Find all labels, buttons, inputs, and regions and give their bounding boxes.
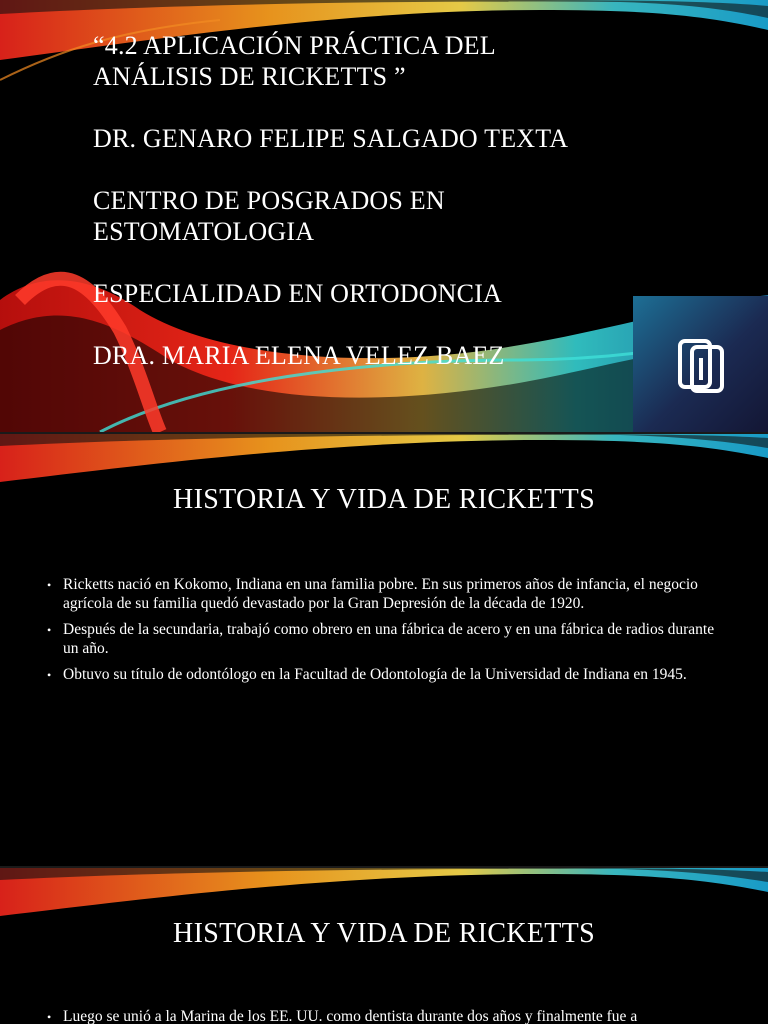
document-viewer-logo-icon	[677, 338, 725, 394]
slide-heading: HISTORIA Y VIDA DE RICKETTS	[173, 484, 595, 515]
list-item: • Ricketts nació en Kokomo, Indiana en una familia pobre. En sus primeros años de infancia, el negocio agrícola de su familia quedó devastado por la Gran Depresión de la década de 1920.	[47, 576, 698, 612]
specialty: ESPECIALIDAD EN ORTODONCIA	[93, 279, 503, 308]
advisor-name: DRA. MARIA ELENA VELEZ BAEZ	[93, 341, 505, 370]
presenter-name: DR. GENARO FELIPE SALGADO TEXTA	[93, 124, 569, 153]
institution-line-2: ESTOMATOLOGIA	[93, 217, 315, 246]
list-item: • Después de la secundaria, trabajó como obrero en una fábrica de acero y en una fábrica de radios durante un año.	[47, 621, 715, 657]
content-slide	[0, 434, 768, 866]
institution-line-1: CENTRO DE POSGRADOS EN	[93, 186, 445, 215]
title-line-2: ANÁLISIS DE RICKETTS ”	[93, 62, 406, 91]
bullet-glyph: •	[47, 668, 52, 682]
slide-heading: HISTORIA Y VIDA DE RICKETTS	[173, 918, 595, 949]
title-slide	[0, 0, 768, 432]
bullet-glyph: •	[47, 623, 52, 637]
list-item: • Obtuvo su título de odontólogo en la Facultad de Odontología de la Universidad de Indiana en 1945.	[47, 666, 687, 683]
title-line-1: “4.2 APLICACIÓN PRÁCTICA DEL	[93, 31, 496, 60]
title-text-block	[93, 30, 633, 371]
document-viewer-logo[interactable]	[633, 296, 768, 432]
bullet-list	[44, 576, 724, 693]
bullet-list	[44, 1008, 724, 1024]
bullet-glyph: •	[47, 578, 52, 592]
bullet-glyph: •	[47, 1010, 52, 1024]
content-slide	[0, 868, 768, 1024]
list-item: • Luego se unió a la Marina de los EE. UU. como dentista durante dos años y finalmente fue a	[44, 1008, 724, 1024]
